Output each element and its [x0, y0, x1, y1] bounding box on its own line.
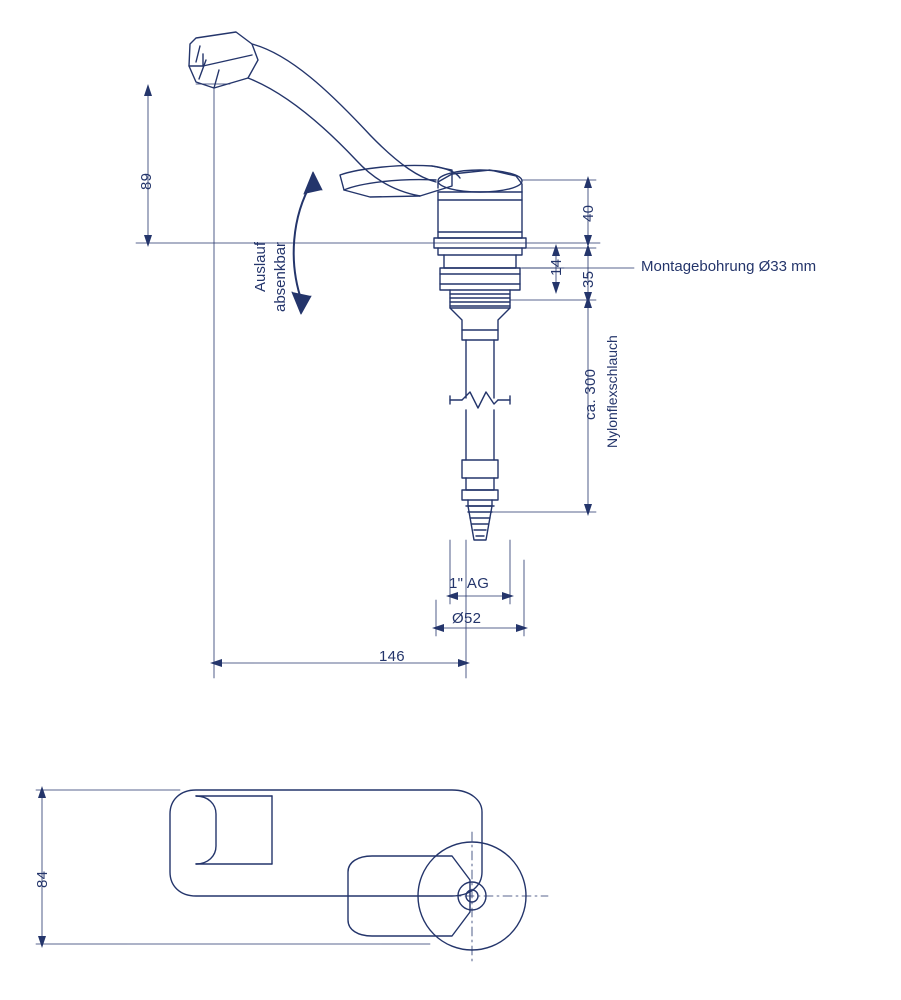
spout-lowerable-note-line-2: absenkbar	[272, 241, 289, 312]
dimension-lines-side	[136, 84, 634, 678]
dimension-label-base-diameter: Ø52	[452, 610, 482, 627]
spout-outline	[189, 32, 436, 196]
dimension-label-thread-size: 1" AG	[449, 575, 490, 592]
nylon-hose-note: Nylonflexschlauch	[604, 335, 620, 448]
dimension-label-height-35: 35	[580, 270, 597, 288]
dimension-label-height-89: 89	[138, 172, 155, 190]
dimension-label-height-40: 40	[580, 204, 597, 222]
faucet-body	[434, 170, 526, 340]
dimension-lines-top	[36, 786, 548, 962]
spout-lowerable-note-line-1: Auslauf	[252, 241, 269, 292]
nylon-hose	[450, 340, 510, 540]
mounting-hole-note: Montagebohrung Ø33 mm	[641, 258, 817, 275]
dimension-label-reach-146: 146	[379, 648, 405, 665]
top-view-outline	[170, 790, 526, 950]
dimension-label-hose-length: ca. 300	[582, 368, 599, 420]
dimension-label-height-14: 14	[548, 258, 565, 276]
dimension-label-width-84: 84	[34, 870, 51, 888]
